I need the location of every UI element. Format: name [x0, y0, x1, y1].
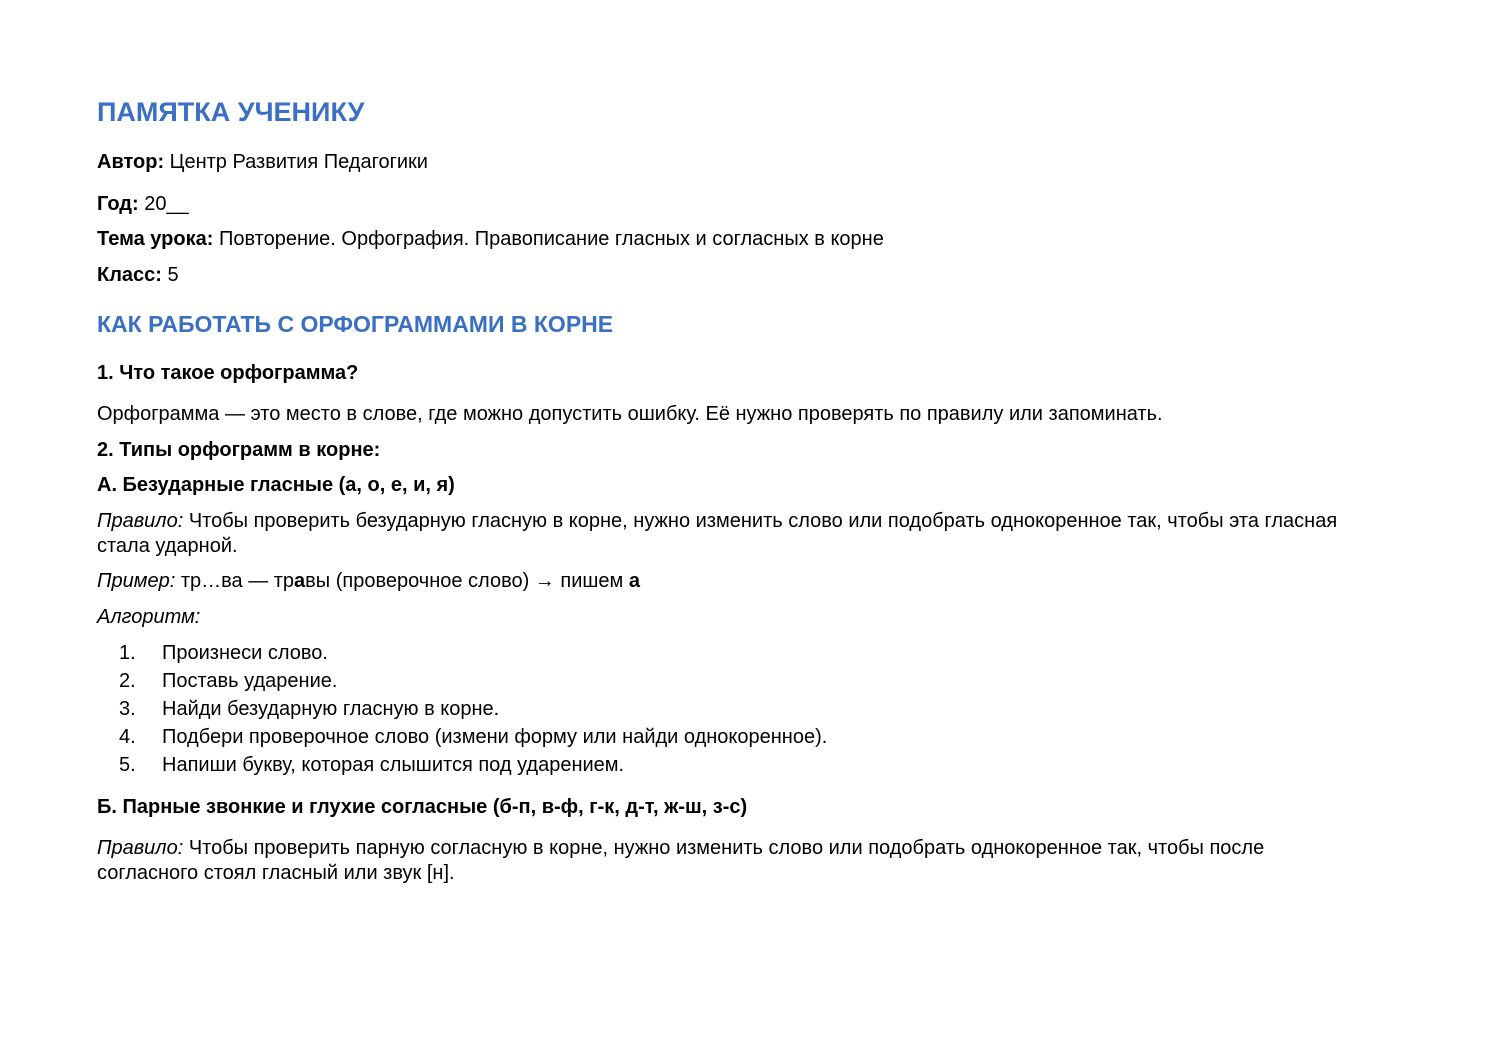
- partB-rule-label: Правило:: [97, 837, 184, 859]
- page-title: ПАМЯТКА УЧЕНИКУ: [97, 97, 365, 127]
- grade-line: [97, 263, 1369, 288]
- partA-rule-text: Чтобы проверить безударную гласную в корне, нужно изменить слово или подобрать однокоренное так, чтобы эта гласная стала ударной.: [97, 510, 1338, 557]
- author-line: [97, 150, 1369, 175]
- year-line: [97, 192, 1369, 217]
- list-item: [97, 695, 1369, 723]
- list-item: [97, 751, 1369, 779]
- partB-rule-text: Чтобы проверить парную согласную в корне, нужно изменить слово или подобрать однокоренное так, чтобы после согласного стоял гласный или звук [н].: [97, 837, 1265, 884]
- step-number: 1.: [119, 642, 136, 664]
- partA-algorithm-label: Алгоритм:: [97, 606, 201, 628]
- partA-example-label: Пример:: [97, 570, 176, 592]
- partA-example: [97, 569, 1369, 594]
- grade-label: Класс:: [97, 264, 162, 286]
- list-item: [97, 667, 1369, 695]
- partB-heading: Б. Парные звонкие и глухие согласные (б-п, в-ф, г-к, д-т, ж-ш, з-с): [97, 796, 748, 818]
- author-value: Центр Развития Педагогики: [169, 151, 428, 173]
- step-text: Подбери проверочное слово (измени форму или найди однокоренное).: [162, 726, 828, 748]
- q1-heading: 1. Что такое орфограмма?: [97, 362, 359, 384]
- step-number: 4.: [119, 726, 136, 748]
- step-number: 3.: [119, 698, 136, 720]
- partB-rule: [97, 836, 1369, 886]
- topic-label: Тема урока:: [97, 228, 214, 250]
- topic-value: Повторение. Орфография. Правописание гласных и согласных в корне: [218, 228, 884, 250]
- q1-text: Орфограмма — это место в слове, где можно допустить ошибку. Её нужно проверять по правилу или запоминать.: [97, 403, 1163, 425]
- partA-rule-label: Правило:: [97, 510, 184, 532]
- topic-line: [97, 227, 1369, 252]
- partA-example-post: вы (проверочное слово) → пишем: [305, 570, 624, 592]
- partA-example-answer: а: [628, 570, 640, 592]
- step-text: Напиши букву, которая слышится под ударением.: [162, 754, 625, 776]
- partA-heading: А. Безударные гласные (а, о, е, и, я): [97, 474, 455, 496]
- step-number: 2.: [119, 670, 136, 692]
- partA-example-pre: тр…ва — тр: [180, 570, 295, 592]
- algorithm-list: [97, 639, 1369, 779]
- partA-rule: [97, 509, 1369, 559]
- step-text: Произнеси слово.: [162, 642, 328, 664]
- step-number: 5.: [119, 754, 136, 776]
- partA-example-stressed-letter: а: [294, 570, 306, 592]
- step-text: Найди безударную гласную в корне.: [162, 698, 500, 720]
- section-title: КАК РАБОТАТЬ С ОРФОГРАММАМИ В КОРНЕ: [97, 311, 614, 337]
- grade-value: 5: [167, 264, 179, 286]
- year-value: 20__: [144, 193, 189, 215]
- year-label: Год:: [97, 193, 139, 215]
- author-label: Автор:: [97, 151, 165, 173]
- step-text: Поставь ударение.: [162, 670, 338, 692]
- list-item: [97, 723, 1369, 751]
- list-item: [97, 639, 1369, 667]
- q2-heading: 2. Типы орфограмм в корне:: [97, 439, 381, 461]
